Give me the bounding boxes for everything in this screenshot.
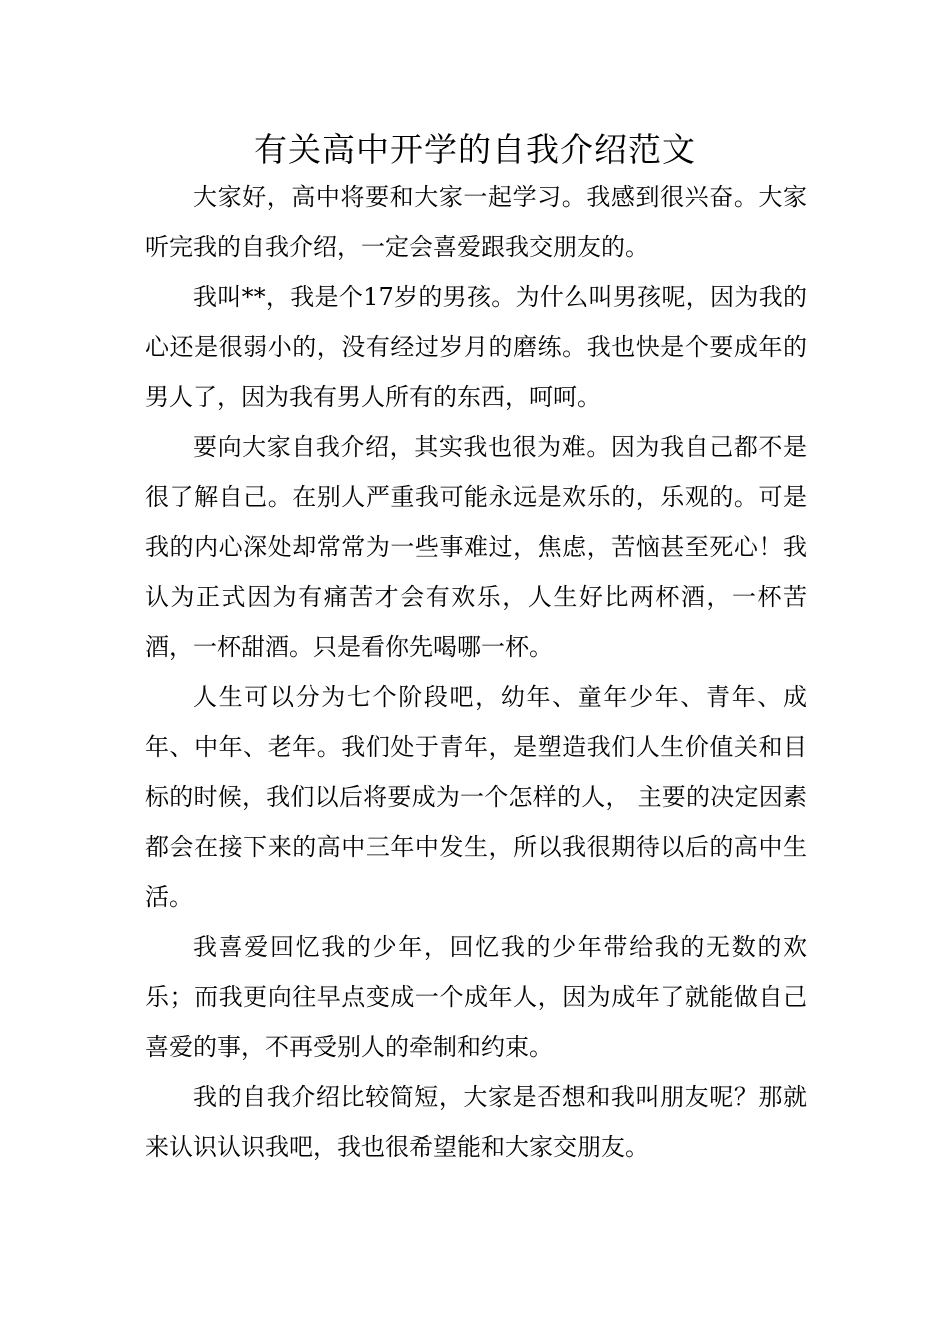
paragraph-1: 大家好，高中将要和大家一起学习。我感到很兴奋。大家听完我的自我介绍，一定会喜爱跟我交朋友的。 <box>145 183 807 261</box>
paragraph-6: 我的自我介绍比较简短，大家是否想和我叫朋友呢？那就来认识认识我吧，我也很希望能和大家交朋友。 <box>145 1083 807 1161</box>
paragraph-4: 人生可以分为七个阶段吧，幼年、童年少年、青年、成年、中年、老年。我们处于青年，是塑造我们人生价值关和目标的时候，我们以后将要成为一个怎样的人， 主要的决定因素都会在接下来的高中三年中发生，所以我很期待以后的高中生活。 <box>145 683 807 911</box>
paragraph-3: 要向大家自我介绍，其实我也很为难。因为我自己都不是很了解自己。在别人严重我可能永远是欢乐的，乐观的。可是我的内心深处却常常为一些事难过，焦虑，苦恼甚至死心！我认为正式因为有痛苦才会有欢乐，人生好比两杯酒，一杯苦酒，一杯甜酒。只是看你先喝哪一杯。 <box>145 433 807 661</box>
document-body <box>145 172 807 1172</box>
paragraph-2: 我叫**，我是个17岁的男孩。为什么叫男孩呢，因为我的心还是很弱小的，没有经过岁月的磨练。我也快是个要成年的男人了，因为我有男人所有的东西，呵呵。 <box>145 283 807 411</box>
paragraph-5: 我喜爱回忆我的少年，回忆我的少年带给我的无数的欢乐；而我更向往早点变成一个成年人，因为成年了就能做自己喜爱的事，不再受别人的牵制和约束。 <box>145 933 807 1061</box>
document-title: 有关高中开学的自我介绍范文 <box>254 130 696 169</box>
